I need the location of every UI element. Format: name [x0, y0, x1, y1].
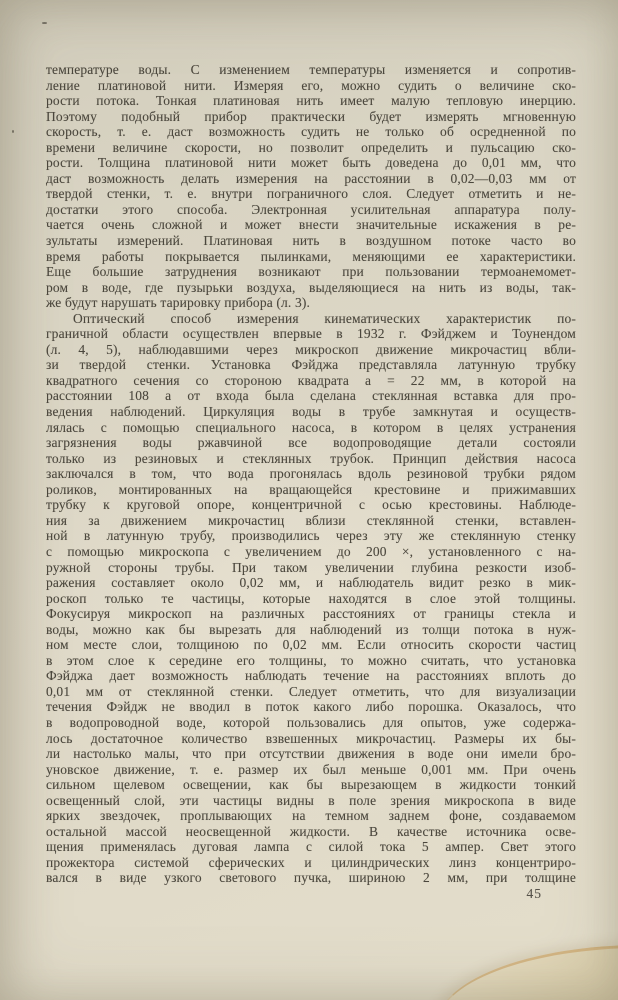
text-line: лось достаточное количество взвешенных микрочастиц. Размеры их бы- — [46, 730, 576, 746]
text-line: скорость, т. е. даст возможность судить не только об осредненной по — [46, 124, 576, 140]
paragraph — [46, 62, 576, 311]
text-line: достатки этого способа. Электронная усилительная аппаратура полу- — [46, 201, 576, 217]
text-line: (л. 4, 5), наблюдавшими через микроскоп движение микрочастиц вбли- — [46, 341, 576, 357]
text-line: же будут нарушать тарировку прибора (л. 3). — [46, 295, 311, 311]
text-line: прожектора системой сферических и цилиндрических линз концентриро- — [46, 854, 576, 870]
page-number: 45 — [526, 886, 542, 901]
text-line: ражения составляет около 0,02 мм, и наблюдатель видит резко в мик- — [46, 575, 576, 591]
text-line: времени величине скорости, но позволит определить и пульсацию ско- — [46, 139, 576, 155]
text-line: сильном щелевом освещении, как бы вырезающем в жидкости тонкий — [46, 777, 576, 793]
text-line: Оптический способ измерения кинематических характеристик по- — [73, 310, 576, 326]
text-line: ном месте слои, толщиною по 0,02 мм. Если относить скорости частиц — [46, 637, 576, 653]
text-line: время работы покрывается пылинками, меняющими ее характеристики. — [46, 248, 576, 264]
text-line: Фокусируя микроскоп на различных расстояниях от границы стекла и — [46, 606, 576, 622]
text-line: воды, можно как бы вырезать для наблюдений из толщи потока в нуж- — [46, 621, 576, 637]
text-line: ной в латунную трубу, производились через эту же стеклянную стенку — [46, 528, 576, 544]
text-line: с помощью микроскопа с увеличением до 200 ×, установленного с на- — [46, 543, 576, 559]
page-curl — [436, 945, 618, 1000]
text-line: рости. Толщина платиновой нити может быть доведена до 0,01 мм, что — [46, 155, 576, 171]
ink-speck — [12, 130, 14, 133]
text-line: даст возможность делать измерения на расстоянии в 0,02—0,03 мм от — [46, 170, 576, 186]
text-line: граничной области осуществлен впервые в 1932 г. Фэйджем и Тоунендом — [46, 326, 576, 342]
text-line: температуре воды. С изменением температуры изменяется и сопротив- — [46, 62, 576, 77]
text-line: остальной массой неосвещенной жидкости. В качестве источника осве- — [46, 823, 576, 839]
text-line: чается очень сложной и может внести значительные искажения в ре- — [46, 217, 576, 233]
text-line: ружной стороны трубы. При таком увеличении глубина резкости изоб- — [46, 559, 576, 575]
text-line: освещенный слой, эти частицы видны в поле зрения микроскопа в виде — [46, 792, 576, 808]
text-line: ром в воде, где пузырьки воздуха, выделяющиеся на нить из воды, так- — [46, 279, 576, 295]
text-line: Еще большие затруднения возникают при пользовании термоанемомет- — [46, 264, 576, 280]
text-line: уновское движение, т. е. размер их был меньше 0,001 мм. При очень — [46, 761, 576, 777]
text-line: квадратного сечения со стороною квадрата a = 22 мм, в которой на — [46, 372, 576, 388]
text-line: ведения наблюдений. Циркуляция воды в трубе замкнутая и осуществ- — [46, 404, 576, 420]
text-line: ярких звездочек, проплывающих на темном заднем фоне, создаваемом — [46, 808, 576, 824]
text-line: роскоп только те частицы, которые находятся в слое этой толщины. — [46, 590, 576, 606]
text-line: течения Фэйдж не вводил в поток какого либо порошка. Оказалось, что — [46, 699, 576, 715]
text-line: Фэйджа дает возможность наблюдать течение на расстояниях вплоть до — [46, 668, 576, 684]
text-line: трубку к круговой опоре, концентричной с осью крестовины. Наблюде- — [46, 497, 576, 513]
text-line: зи твердой стенки. Установка Фэйджа представляла латунную трубку — [46, 357, 576, 373]
text-line: ление платиновой нити. Измеряя его, можно судить о величине ско- — [46, 77, 576, 93]
text-block — [46, 62, 576, 886]
text-line: ния за движением микрочастиц вблизи стеклянной стенки, вставлен- — [46, 512, 576, 528]
text-line: загрязнения воды ржавчиной все водопроводящие детали состояли — [46, 435, 576, 451]
text-line: зультаты измерений. Платиновая нить в воздушном потоке часто во — [46, 233, 576, 249]
text-line: вался в виде узкого светового пучка, шириною 2 мм, при толщине — [46, 870, 576, 886]
text-line: заключался в том, что вода прогонялась вдоль резиновой трубки рядом — [46, 466, 576, 482]
paragraph — [46, 311, 576, 886]
text-line: в водопроводной воде, которой пользовались для опытов, уже содержа- — [46, 714, 576, 730]
ink-speck — [42, 22, 47, 24]
text-line: твердой стенки, т. е. внутри пограничного слоя. Следует отметить и не- — [46, 186, 576, 202]
text-line: в этом слое к середине его толщины, то можно считать, что установка — [46, 652, 576, 668]
text-line: расстоянии 108 a от входа была сделана стеклянная вставка для про- — [46, 388, 576, 404]
text-line: только из резиновых и стеклянных трубок. Принцип действия насоса — [46, 450, 576, 466]
text-line: ли настолько малы, что при отсутствии движения в воде они имели бро- — [46, 746, 576, 762]
text-line: роликов, монтированных на вращающейся крестовине и прижимавших — [46, 481, 576, 497]
text-line: 0,01 мм от стеклянной стенки. Следует отметить, что для визуализации — [46, 683, 576, 699]
text-line: щения применялась дуговая лампа с силой тока 5 ампер. Свет этого — [46, 839, 576, 855]
text-line: рости потока. Тонкая платиновая нить имеет малую тепловую инерцию. — [46, 93, 576, 109]
text-line: Поэтому подобный прибор практически будет измерять мгновенную — [46, 108, 576, 124]
text-line: лялась с помощью специального насоса, в котором в целях устранения — [46, 419, 576, 435]
